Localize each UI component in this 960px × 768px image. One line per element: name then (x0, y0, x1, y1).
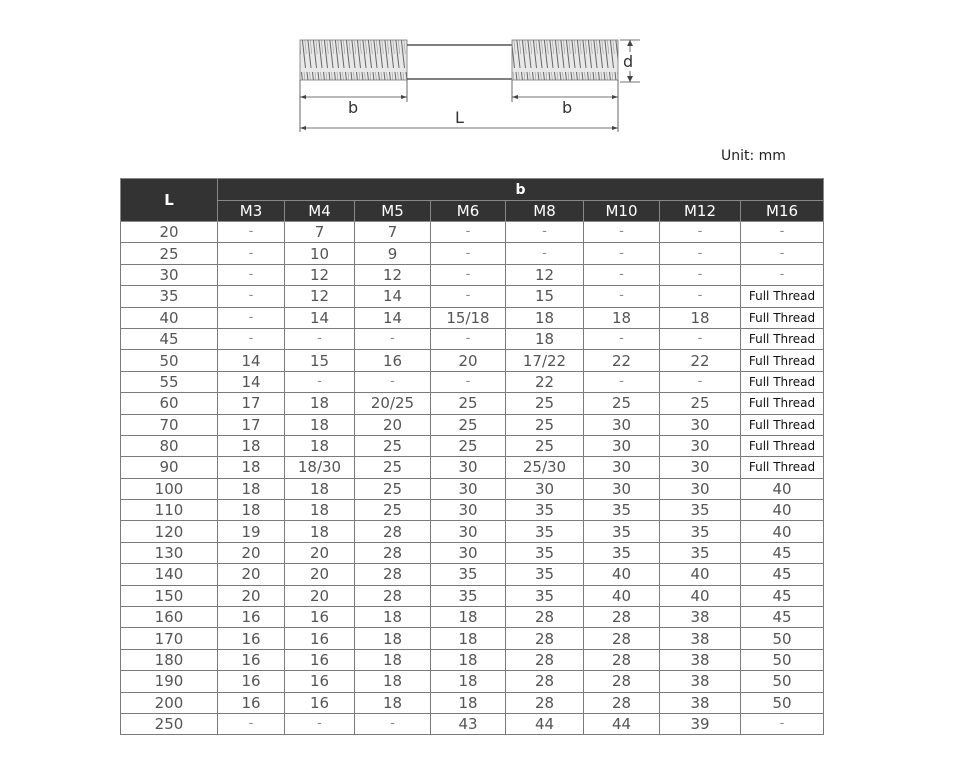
cell-thread-length: - (431, 286, 506, 307)
cell-thread-length: 25 (431, 435, 506, 456)
cell-thread-length: 14 (285, 307, 355, 328)
cell-thread-length: 18 (431, 692, 506, 713)
cell-thread-length: 35 (431, 564, 506, 585)
cell-thread-length: 18 (355, 671, 431, 692)
cell-thread-length: 18 (506, 307, 584, 328)
cell-thread-length: 20 (218, 542, 285, 563)
cell-thread-length: 30 (506, 478, 584, 499)
cell-thread-length: 18 (355, 628, 431, 649)
cell-thread-length: - (660, 328, 741, 349)
cell-thread-length: 35 (506, 521, 584, 542)
cell-thread-length: 17 (218, 393, 285, 414)
cell-thread-length: Full Thread (741, 328, 824, 349)
cell-thread-length: 20 (218, 564, 285, 585)
cell-thread-length: 16 (218, 628, 285, 649)
cell-thread-length: 12 (355, 264, 431, 285)
cell-thread-length: - (218, 286, 285, 307)
dim-label-L: L (455, 108, 464, 127)
cell-thread-length: 43 (431, 713, 506, 734)
header-size-m3: M3 (218, 201, 285, 222)
cell-length: 150 (121, 585, 218, 606)
cell-thread-length: 35 (506, 564, 584, 585)
cell-thread-length: 28 (355, 542, 431, 563)
cell-thread-length: 12 (285, 264, 355, 285)
table-row (121, 478, 824, 499)
cell-thread-length: 50 (741, 692, 824, 713)
cell-thread-length: - (741, 713, 824, 734)
cell-thread-length: 30 (431, 521, 506, 542)
cell-length: 35 (121, 286, 218, 307)
cell-thread-length: - (584, 328, 660, 349)
cell-thread-length: 19 (218, 521, 285, 542)
cell-thread-length: 25 (355, 478, 431, 499)
cell-thread-length: 17 (218, 414, 285, 435)
dim-label-d: d (623, 52, 634, 71)
cell-thread-length: 30 (584, 414, 660, 435)
cell-thread-length: 18 (285, 478, 355, 499)
table-row (121, 414, 824, 435)
cell-thread-length: 40 (660, 564, 741, 585)
cell-thread-length: 16 (285, 649, 355, 670)
cell-thread-length: 28 (584, 607, 660, 628)
cell-thread-length: 28 (584, 628, 660, 649)
cell-length: 20 (121, 222, 218, 243)
cell-length: 200 (121, 692, 218, 713)
cell-thread-length: 10 (285, 243, 355, 264)
table-row (121, 607, 824, 628)
cell-thread-length: - (431, 264, 506, 285)
thread-length-table (120, 178, 824, 735)
cell-thread-length: - (584, 371, 660, 392)
cell-thread-length: 35 (584, 521, 660, 542)
cell-thread-length: 30 (431, 478, 506, 499)
header-size-m6: M6 (431, 201, 506, 222)
table-body (121, 222, 824, 735)
table-row (121, 222, 824, 243)
cell-thread-length: 25 (355, 500, 431, 521)
cell-thread-length: 18 (218, 500, 285, 521)
table-row (121, 671, 824, 692)
cell-thread-length: - (355, 328, 431, 349)
table-row (121, 542, 824, 563)
cell-thread-length: 22 (506, 371, 584, 392)
cell-thread-length: - (506, 222, 584, 243)
cell-thread-length: 35 (584, 500, 660, 521)
cell-length: 40 (121, 307, 218, 328)
dim-label-b-right: b (562, 98, 573, 117)
cell-thread-length: 45 (741, 607, 824, 628)
cell-thread-length: 50 (741, 649, 824, 670)
cell-thread-length: 16 (285, 671, 355, 692)
cell-thread-length: 18 (431, 649, 506, 670)
cell-thread-length: - (431, 328, 506, 349)
cell-thread-length: 30 (660, 457, 741, 478)
cell-thread-length: 45 (741, 542, 824, 563)
cell-thread-length: 16 (285, 607, 355, 628)
cell-length: 250 (121, 713, 218, 734)
cell-thread-length: - (506, 243, 584, 264)
table-row (121, 243, 824, 264)
header-b: b (218, 179, 824, 201)
table-row (121, 371, 824, 392)
cell-thread-length: Full Thread (741, 307, 824, 328)
cell-thread-length: 30 (584, 478, 660, 499)
cell-thread-length: 18 (285, 500, 355, 521)
cell-thread-length: - (218, 264, 285, 285)
cell-thread-length: Full Thread (741, 435, 824, 456)
cell-thread-length: 25 (506, 393, 584, 414)
table-row (121, 435, 824, 456)
cell-length: 45 (121, 328, 218, 349)
cell-thread-length: 38 (660, 649, 741, 670)
table-row (121, 307, 824, 328)
cell-thread-length: 18 (218, 478, 285, 499)
cell-thread-length: Full Thread (741, 414, 824, 435)
cell-thread-length: 30 (431, 500, 506, 521)
cell-thread-length: 44 (584, 713, 660, 734)
cell-thread-length: 18 (584, 307, 660, 328)
unit-label: Unit: mm (721, 148, 786, 164)
cell-thread-length: 15 (506, 286, 584, 307)
cell-length: 100 (121, 478, 218, 499)
cell-thread-length: 16 (218, 671, 285, 692)
cell-thread-length: 50 (741, 671, 824, 692)
table-row (121, 457, 824, 478)
cell-thread-length: - (660, 286, 741, 307)
cell-thread-length: 18 (285, 521, 355, 542)
table-row (121, 692, 824, 713)
cell-thread-length: - (218, 328, 285, 349)
cell-thread-length: 28 (584, 671, 660, 692)
cell-thread-length: 18 (506, 328, 584, 349)
header-size-m8: M8 (506, 201, 584, 222)
table-row (121, 628, 824, 649)
cell-thread-length: - (285, 328, 355, 349)
cell-thread-length: 35 (584, 542, 660, 563)
cell-thread-length: 9 (355, 243, 431, 264)
cell-thread-length: 28 (355, 585, 431, 606)
cell-thread-length: 28 (506, 649, 584, 670)
header-size-m4: M4 (285, 201, 355, 222)
cell-thread-length: 50 (741, 628, 824, 649)
cell-thread-length: 7 (355, 222, 431, 243)
cell-thread-length: Full Thread (741, 350, 824, 371)
cell-thread-length: 39 (660, 713, 741, 734)
cell-thread-length: 25 (355, 435, 431, 456)
cell-thread-length: 30 (431, 542, 506, 563)
cell-thread-length: 14 (355, 307, 431, 328)
cell-thread-length: 16 (355, 350, 431, 371)
cell-thread-length: 20 (285, 564, 355, 585)
table-row (121, 286, 824, 307)
cell-length: 140 (121, 564, 218, 585)
cell-thread-length: 28 (584, 692, 660, 713)
cell-thread-length: 25 (506, 414, 584, 435)
cell-thread-length: 38 (660, 607, 741, 628)
cell-length: 60 (121, 393, 218, 414)
cell-length: 160 (121, 607, 218, 628)
header-L: L (121, 179, 218, 222)
cell-thread-length: 28 (506, 607, 584, 628)
cell-thread-length: - (660, 243, 741, 264)
cell-thread-length: 16 (218, 692, 285, 713)
cell-thread-length: 25 (506, 435, 584, 456)
cell-thread-length: - (741, 264, 824, 285)
cell-length: 25 (121, 243, 218, 264)
cell-thread-length: - (285, 713, 355, 734)
cell-thread-length: 30 (660, 478, 741, 499)
stud-bolt-drawing-icon (290, 30, 650, 140)
table-row (121, 564, 824, 585)
cell-thread-length: - (741, 222, 824, 243)
cell-thread-length: 28 (355, 521, 431, 542)
cell-thread-length: 25/30 (506, 457, 584, 478)
cell-length: 180 (121, 649, 218, 670)
cell-thread-length: 20 (218, 585, 285, 606)
cell-thread-length: 35 (506, 585, 584, 606)
cell-thread-length: 40 (660, 585, 741, 606)
cell-thread-length: 38 (660, 671, 741, 692)
stud-bolt-diagram (290, 30, 650, 140)
cell-thread-length: Full Thread (741, 286, 824, 307)
cell-thread-length: 18 (285, 435, 355, 456)
cell-thread-length: 40 (741, 500, 824, 521)
cell-thread-length: 18 (218, 435, 285, 456)
cell-thread-length: - (660, 371, 741, 392)
cell-thread-length: 12 (285, 286, 355, 307)
cell-thread-length: 30 (660, 414, 741, 435)
cell-thread-length: 16 (285, 628, 355, 649)
cell-thread-length: 20 (285, 542, 355, 563)
table-row (121, 328, 824, 349)
table-row (121, 350, 824, 371)
cell-length: 55 (121, 371, 218, 392)
table-row (121, 585, 824, 606)
cell-thread-length: 35 (506, 500, 584, 521)
cell-thread-length: - (218, 222, 285, 243)
cell-thread-length: 18 (285, 393, 355, 414)
cell-thread-length: 28 (506, 628, 584, 649)
cell-thread-length: - (355, 371, 431, 392)
cell-thread-length: 22 (584, 350, 660, 371)
cell-thread-length: 18/30 (285, 457, 355, 478)
cell-thread-length: - (660, 222, 741, 243)
cell-thread-length: 25 (584, 393, 660, 414)
cell-thread-length: 18 (431, 671, 506, 692)
cell-length: 170 (121, 628, 218, 649)
cell-thread-length: 25 (431, 393, 506, 414)
cell-thread-length: 35 (431, 585, 506, 606)
cell-thread-length: 25 (431, 414, 506, 435)
cell-thread-length: 35 (660, 521, 741, 542)
cell-thread-length: 15 (285, 350, 355, 371)
cell-length: 80 (121, 435, 218, 456)
cell-thread-length: 38 (660, 692, 741, 713)
cell-thread-length: 18 (660, 307, 741, 328)
cell-thread-length: 18 (355, 649, 431, 670)
cell-thread-length: 25 (355, 457, 431, 478)
cell-thread-length: 14 (355, 286, 431, 307)
cell-thread-length: - (741, 243, 824, 264)
cell-thread-length: 7 (285, 222, 355, 243)
cell-thread-length: 30 (584, 457, 660, 478)
cell-thread-length: 14 (218, 371, 285, 392)
cell-thread-length: 45 (741, 564, 824, 585)
cell-thread-length: 45 (741, 585, 824, 606)
cell-thread-length: 35 (506, 542, 584, 563)
cell-thread-length: 28 (506, 671, 584, 692)
cell-thread-length: 18 (431, 607, 506, 628)
cell-thread-length: 14 (218, 350, 285, 371)
cell-thread-length: - (355, 713, 431, 734)
cell-thread-length: 30 (660, 435, 741, 456)
cell-thread-length: - (218, 307, 285, 328)
table-row (121, 713, 824, 734)
table-row (121, 521, 824, 542)
cell-thread-length: 16 (218, 649, 285, 670)
cell-thread-length: Full Thread (741, 393, 824, 414)
cell-thread-length: 30 (431, 457, 506, 478)
cell-thread-length: 28 (584, 649, 660, 670)
cell-length: 130 (121, 542, 218, 563)
cell-length: 190 (121, 671, 218, 692)
cell-thread-length: 25 (660, 393, 741, 414)
dim-label-b-left: b (348, 98, 359, 117)
table-row (121, 393, 824, 414)
cell-thread-length: 35 (660, 500, 741, 521)
cell-thread-length: 40 (584, 585, 660, 606)
cell-thread-length: - (584, 222, 660, 243)
cell-thread-length: - (285, 371, 355, 392)
cell-thread-length: 18 (431, 628, 506, 649)
header-size-m12: M12 (660, 201, 741, 222)
cell-thread-length: 18 (218, 457, 285, 478)
cell-thread-length: 30 (584, 435, 660, 456)
cell-length: 70 (121, 414, 218, 435)
cell-thread-length: 20 (285, 585, 355, 606)
cell-length: 50 (121, 350, 218, 371)
cell-thread-length: 22 (660, 350, 741, 371)
cell-thread-length: - (218, 713, 285, 734)
cell-thread-length: 18 (355, 692, 431, 713)
cell-thread-length: 16 (285, 692, 355, 713)
cell-length: 30 (121, 264, 218, 285)
cell-thread-length: 28 (355, 564, 431, 585)
cell-thread-length: - (660, 264, 741, 285)
cell-thread-length: - (584, 243, 660, 264)
cell-thread-length: 44 (506, 713, 584, 734)
cell-thread-length: - (431, 371, 506, 392)
cell-thread-length: Full Thread (741, 371, 824, 392)
cell-thread-length: 35 (660, 542, 741, 563)
cell-thread-length: - (584, 264, 660, 285)
cell-thread-length: - (431, 222, 506, 243)
header-size-m16: M16 (741, 201, 824, 222)
cell-thread-length: 16 (218, 607, 285, 628)
table-row (121, 264, 824, 285)
cell-thread-length: 12 (506, 264, 584, 285)
table-row (121, 500, 824, 521)
header-size-m5: M5 (355, 201, 431, 222)
cell-thread-length: 20 (355, 414, 431, 435)
cell-thread-length: - (584, 286, 660, 307)
cell-thread-length: Full Thread (741, 457, 824, 478)
cell-thread-length: 28 (506, 692, 584, 713)
header-size-m10: M10 (584, 201, 660, 222)
cell-thread-length: 18 (285, 414, 355, 435)
cell-length: 120 (121, 521, 218, 542)
table-row (121, 649, 824, 670)
cell-thread-length: 40 (741, 478, 824, 499)
cell-thread-length: 17/22 (506, 350, 584, 371)
cell-thread-length: 20/25 (355, 393, 431, 414)
cell-thread-length: - (218, 243, 285, 264)
cell-length: 90 (121, 457, 218, 478)
cell-thread-length: 18 (355, 607, 431, 628)
cell-thread-length: 15/18 (431, 307, 506, 328)
cell-thread-length: 40 (741, 521, 824, 542)
cell-thread-length: 40 (584, 564, 660, 585)
cell-thread-length: - (431, 243, 506, 264)
size-header-row (121, 201, 824, 222)
cell-thread-length: 20 (431, 350, 506, 371)
cell-thread-length: 38 (660, 628, 741, 649)
cell-length: 110 (121, 500, 218, 521)
